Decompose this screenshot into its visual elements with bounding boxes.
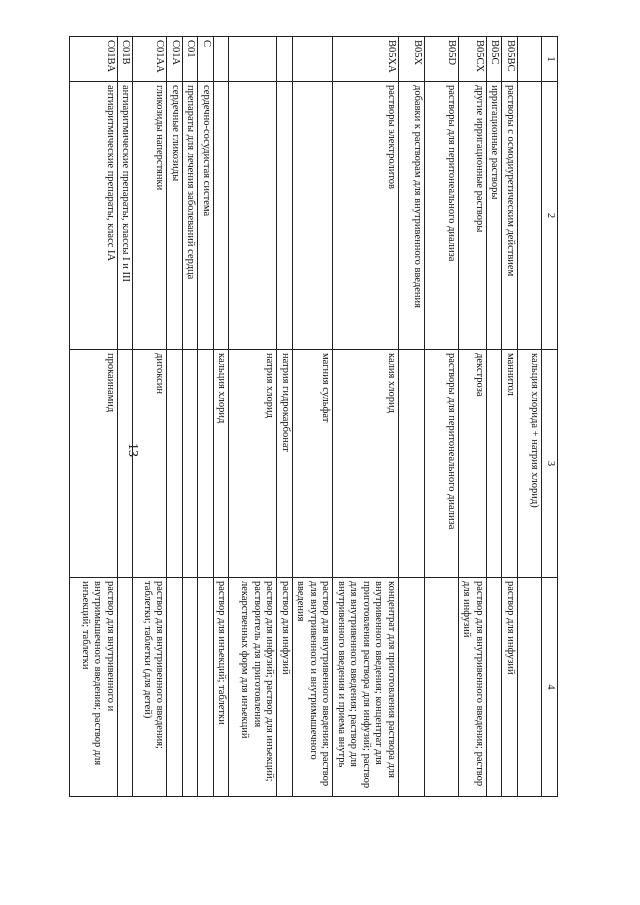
- table-row: [487, 37, 503, 797]
- dosage-form-cell: раствор для внутривенного введения; раствор для инфузий: [459, 578, 487, 797]
- dosage-form-cell: [518, 578, 542, 797]
- dosage-form-cell: раствор для инфузий; раствор для инъекций; растворитель для приготовления лекарственных форм для инъекций: [229, 578, 277, 797]
- table-header-row: [542, 37, 558, 797]
- table-row: [70, 37, 118, 797]
- dosage-form-cell: [118, 578, 134, 797]
- header-cell: 1: [542, 37, 558, 82]
- table-row: [198, 37, 214, 797]
- atc-code-cell: [293, 37, 334, 82]
- atc-code-cell: [277, 37, 293, 82]
- drug-name-cell: растворы для перитонеального диализа: [425, 350, 459, 578]
- table-row: [399, 37, 425, 797]
- drug-name-cell: [399, 350, 425, 578]
- drug-name-cell: [487, 350, 503, 578]
- atc-code-cell: C01A: [167, 37, 183, 82]
- table-row: [167, 37, 183, 797]
- drug-name-cell: декстроза: [459, 350, 487, 578]
- dosage-form-cell: раствор для инфузий: [277, 578, 293, 797]
- medication-table: [69, 36, 558, 797]
- atc-code-cell: [229, 37, 277, 82]
- drug-name-cell: кальция хлорид: [214, 350, 230, 578]
- drug-name-cell: натрия хлорид: [229, 350, 277, 578]
- drug-name-cell: [183, 350, 199, 578]
- header-cell: 4: [542, 578, 558, 797]
- table-row: [518, 37, 542, 797]
- table-row: [293, 37, 334, 797]
- drug-name-cell: [167, 350, 183, 578]
- atc-code-cell: B05CX: [459, 37, 487, 82]
- atc-code-cell: [518, 37, 542, 82]
- atc-code-cell: B05BC: [502, 37, 518, 82]
- page-number: 13: [125, 443, 140, 457]
- drug-name-cell: магния сульфат: [293, 350, 334, 578]
- table-row: [183, 37, 199, 797]
- dosage-form-cell: раствор для инфузий: [502, 578, 518, 797]
- group-name-cell: [518, 82, 542, 350]
- atc-code-cell: B05C: [487, 37, 503, 82]
- table-row: [133, 37, 167, 797]
- group-name-cell: другие ирригационные растворы: [459, 82, 487, 350]
- table-row: [459, 37, 487, 797]
- group-name-cell: антиаритмические препараты, классы I и III: [118, 82, 134, 350]
- header-cell: 3: [542, 350, 558, 578]
- atc-code-cell: C01AA: [133, 37, 167, 82]
- group-name-cell: гликозиды наперстянки: [133, 82, 167, 350]
- drug-name-cell: кальция хлорида + натрия хлорид): [518, 350, 542, 578]
- table-row: [214, 37, 230, 797]
- table-row: [502, 37, 518, 797]
- dosage-form-cell: [487, 578, 503, 797]
- dosage-form-cell: [167, 578, 183, 797]
- table-row: [118, 37, 134, 797]
- group-name-cell: сердечно-сосудистая система: [198, 82, 214, 350]
- atc-code-cell: C01BA: [70, 37, 118, 82]
- rotated-document: [78, 36, 558, 796]
- atc-code-cell: C: [198, 37, 214, 82]
- group-name-cell: растворы для перитонеального диализа: [425, 82, 459, 350]
- atc-code-cell: B05XA: [333, 37, 399, 82]
- table-row: [229, 37, 277, 797]
- dosage-form-cell: [183, 578, 199, 797]
- atc-code-cell: B05D: [425, 37, 459, 82]
- drug-name-cell: маннитол: [502, 350, 518, 578]
- group-name-cell: антиаритмические препараты, класс IA: [70, 82, 118, 350]
- group-name-cell: ирригационные растворы: [487, 82, 503, 350]
- dosage-form-cell: [399, 578, 425, 797]
- drug-name-cell: натрия гидрокарбонат: [277, 350, 293, 578]
- drug-name-cell: прокаинамид: [70, 350, 118, 578]
- group-name-cell: [214, 82, 230, 350]
- header-cell: 2: [542, 82, 558, 350]
- table-row: [425, 37, 459, 797]
- dosage-form-cell: концентрат для приготовления раствора для внутривенного введения; концентрат для приготовления раствора для инфузий; раствор для внутривенного введения; раствор для внутривенного введения и приема внутрь: [333, 578, 399, 797]
- table-row: [333, 37, 399, 797]
- group-name-cell: растворы электролитов: [333, 82, 399, 350]
- dosage-form-cell: [425, 578, 459, 797]
- group-name-cell: препараты для лечения заболеваний сердца: [183, 82, 199, 350]
- group-name-cell: добавки к растворам для внутривенного введения: [399, 82, 425, 350]
- table-row: [277, 37, 293, 797]
- group-name-cell: [293, 82, 334, 350]
- drug-name-cell: [118, 350, 134, 578]
- atc-code-cell: C01B: [118, 37, 134, 82]
- atc-code-cell: C01: [183, 37, 199, 82]
- dosage-form-cell: [198, 578, 214, 797]
- atc-code-cell: [214, 37, 230, 82]
- group-name-cell: сердечные гликозиды: [167, 82, 183, 350]
- atc-code-cell: B05X: [399, 37, 425, 82]
- group-name-cell: растворы с осмодиуретическим действием: [502, 82, 518, 350]
- dosage-form-cell: раствор для внутривенного введения; раствор для внутривенного и внутримышечного введения: [293, 578, 334, 797]
- group-name-cell: [229, 82, 277, 350]
- dosage-form-cell: раствор для внутривенного и внутримышечного введения; раствор для инъекций; таблетки: [70, 578, 118, 797]
- dosage-form-cell: раствор для инъекций; таблетки: [214, 578, 230, 797]
- dosage-form-cell: раствор для внутривенного введения; таблетки; таблетки (для детей): [133, 578, 167, 797]
- drug-name-cell: калия хлорид: [333, 350, 399, 578]
- group-name-cell: [277, 82, 293, 350]
- drug-name-cell: [198, 350, 214, 578]
- drug-name-cell: дигоксин: [133, 350, 167, 578]
